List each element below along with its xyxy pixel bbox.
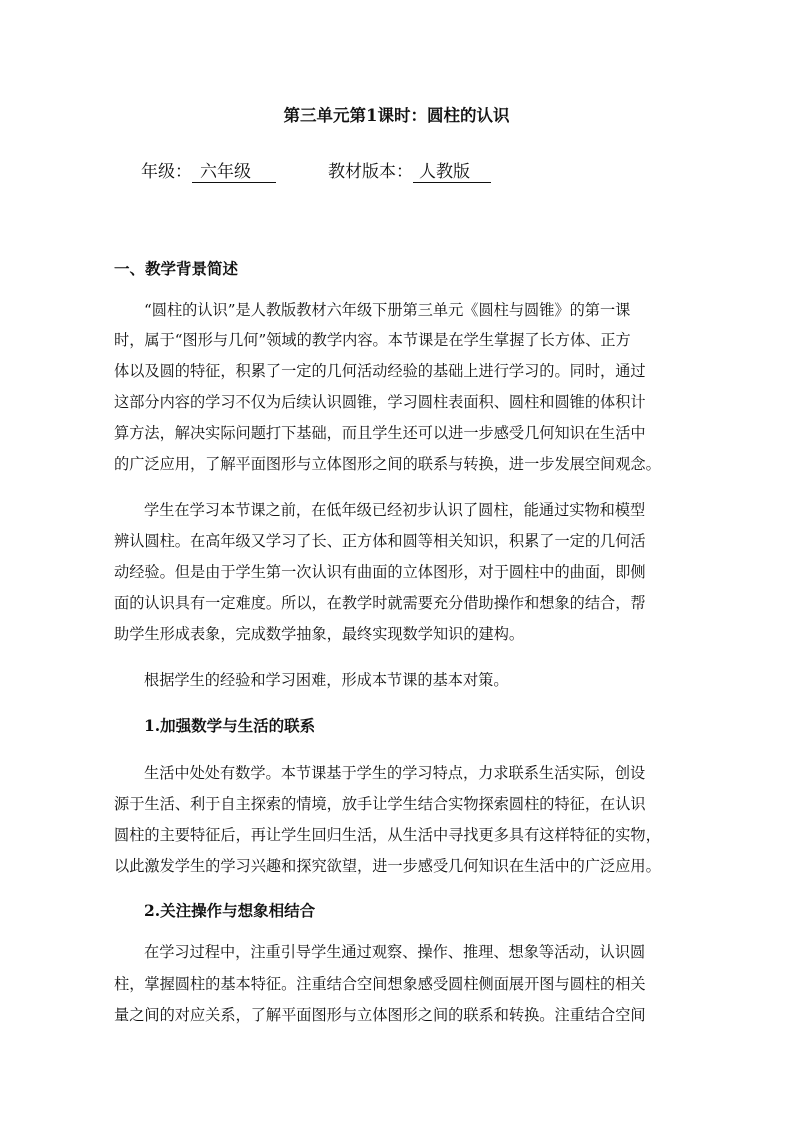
document-title: 第三单元第1课时：圆柱的认识 — [283, 106, 510, 125]
paragraph-line: 体以及圆的特征，积累了一定的几何活动经验的基础上进行学习的。同时，通过 — [114, 362, 646, 380]
paragraph-line: 算方法，解决实际问题打下基础，而且学生还可以进一步感受几何知识在生活中 — [114, 424, 646, 442]
paragraph-line: 源于生活、利于自主探索的情境，放手让学生结合实物探索圆柱的特征，在认识 — [114, 795, 646, 813]
paragraph-line: 以此激发学生的学习兴趣和探究欲望，进一步感受几何知识在生活中的广泛应用。 — [114, 857, 661, 875]
paragraph-line: 助学生形成表象，完成数学抽象，最终实现数学知识的建构。 — [114, 625, 525, 643]
paragraph-line: 面的认识具有一定难度。所以，在教学时就需要充分借助操作和想象的结合，帮 — [114, 594, 646, 612]
paragraph-line: 生活中处处有数学。本节课基于学生的学习特点，力求联系生活实际，创设 — [144, 764, 646, 782]
paragraph-line: 柱，掌握圆柱的基本特征。注重结合空间想象感受圆柱侧面展开图与圆柱的相关 — [114, 975, 646, 993]
paragraph-line: 量之间的对应关系，了解平面图形与立体图形之间的联系和转换。注重结合空间 — [114, 1006, 646, 1024]
paragraph-line: 的广泛应用，了解平面图形与立体图形之间的联系与转换，进一步发展空间观念。 — [114, 455, 661, 473]
paragraph-line: 在学习过程中，注重引导学生通过观察、操作、推理、想象等活动，认识圆 — [144, 943, 646, 961]
paragraph-line: 这部分内容的学习不仅为后续认识圆锥，学习圆柱表面积、圆柱和圆锥的体积计 — [114, 393, 646, 411]
subheading-operation-imagination: 2.关注操作与想象相结合 — [144, 901, 316, 920]
paragraph-line: 时，属于“图形与几何”领域的教学内容。本节课是在学生掌握了长方体、正方 — [114, 331, 631, 349]
subheading-life-connection: 1.加强数学与生活的联系 — [144, 716, 316, 735]
paragraph-line: 辨认圆柱。在高年级又学习了长、正方体和圆等相关知识，积累了一定的几何活 — [114, 532, 646, 550]
paragraph-line: “圆柱的认识”是人教版教材六年级下册第三单元《圆柱与圆锥》的第一课 — [144, 301, 631, 319]
edition-label: 教材版本： — [328, 162, 413, 182]
grade-label: 年级： — [141, 162, 192, 182]
section-heading-background: 一、教学背景简述 — [114, 259, 239, 278]
document-meta — [141, 160, 491, 184]
paragraph-line: 圆柱的主要特征后，再让学生回归生活，从生活中寻找更多具有这样特征的实物， — [114, 826, 661, 844]
paragraph-line: 根据学生的经验和学习困难，形成本节课的基本对策。 — [144, 671, 509, 689]
edition-value: 人教版 — [413, 162, 491, 183]
paragraph-line: 学生在学习本节课之前，在低年级已经初步认识了圆柱，能通过实物和模型 — [144, 501, 646, 519]
grade-value: 六年级 — [192, 162, 276, 183]
paragraph-line: 动经验。但是由于学生第一次认识有曲面的立体图形，对于圆柱中的曲面，即侧 — [114, 563, 646, 581]
